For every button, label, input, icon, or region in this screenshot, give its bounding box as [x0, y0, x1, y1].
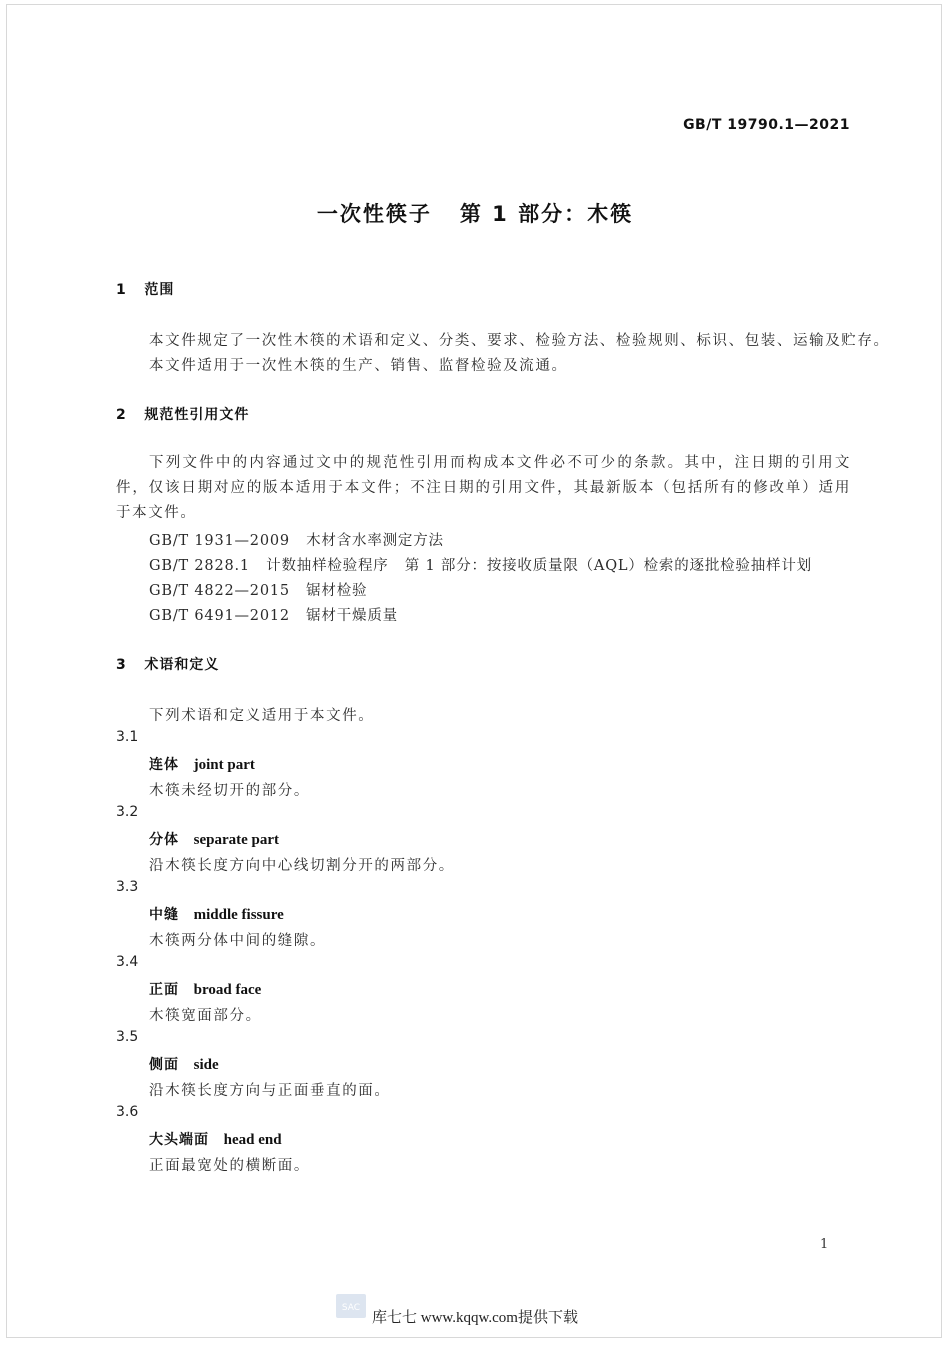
term-definition: 沿木筷长度方向与正面垂直的面。 [149, 1083, 391, 1099]
term-definition: 木筷宽面部分。 [149, 1008, 262, 1024]
term-en: side [193, 1057, 219, 1073]
term-entry [149, 979, 261, 999]
reference-line: GB/T 4822—2015 锯材检验 [149, 583, 368, 599]
clause-number: 3.2 [116, 804, 139, 820]
standard-code: GB/T 19790.1—2021 [683, 117, 850, 133]
term-entry [149, 1129, 282, 1149]
reference-line: GB/T 1931—2009 木材含水率测定方法 [149, 533, 444, 549]
section-heading-terms: 3 术语和定义 [116, 657, 220, 673]
term-cn: 大头端面 [149, 1132, 209, 1148]
document-title: 一次性筷子 第 1 部分：木筷 [316, 202, 634, 226]
term-en: separate part [193, 832, 280, 848]
footer-download-text[interactable]: 库七七 www.kqqw.com提供下载 [372, 1310, 578, 1326]
term-entry [149, 829, 279, 849]
term-definition: 沿木筷长度方向中心线切割分开的两部分。 [149, 858, 455, 874]
reference-line: GB/T 6491—2012 锯材干燥质量 [149, 608, 398, 624]
reference-line: GB/T 2828.1 计数抽样检验程序 第 1 部分：按接收质量限（AQL）检索的逐批检验抽样计划 [149, 558, 812, 574]
term-entry [149, 1054, 219, 1074]
term-definition: 正面最宽处的横断面。 [149, 1158, 310, 1174]
normative-refs-intro: 下列文件中的内容通过文中的规范性引用而构成本文件必不可少的条款。其中，注日期的引用文件，仅该日期对应的版本适用于本文件；不注日期的引用文件，其最新版本（包括所有的修改单）适用于本文件。 [116, 455, 851, 521]
section-heading-normative-refs: 2 规范性引用文件 [116, 407, 250, 423]
svg-text:SAC: SAC [341, 1303, 361, 1313]
term-cn: 连体 [149, 757, 179, 773]
clause-number: 3.3 [116, 879, 139, 895]
clause-number: 3.6 [116, 1104, 139, 1120]
clause-number: 3.5 [116, 1029, 139, 1045]
page-number: 1 [820, 1237, 829, 1252]
section-heading-scope: 1 范围 [116, 282, 175, 298]
term-cn: 中缝 [149, 907, 179, 923]
term-definition: 木筷未经切开的部分。 [149, 783, 310, 799]
term-entry [149, 754, 255, 774]
term-entry [149, 904, 284, 924]
term-definition: 木筷两分体中间的缝隙。 [149, 933, 327, 949]
term-en: broad face [193, 982, 262, 998]
term-en: head end [223, 1132, 282, 1148]
term-en: joint part [193, 757, 255, 773]
clause-number: 3.4 [116, 954, 139, 970]
scope-paragraph-1: 本文件规定了一次性木筷的术语和定义、分类、要求、检验方法、检验规则、标识、包装、运输及贮存。 [149, 333, 890, 349]
terms-intro: 下列术语和定义适用于本文件。 [149, 708, 375, 724]
footer [0, 1306, 950, 1327]
term-cn: 分体 [149, 832, 179, 848]
term-en: middle fissure [193, 907, 284, 923]
term-cn: 侧面 [149, 1057, 179, 1073]
term-cn: 正面 [149, 982, 179, 998]
clause-number: 3.1 [116, 729, 139, 745]
scope-paragraph-2: 本文件适用于一次性木筷的生产、销售、监督检验及流通。 [149, 358, 568, 374]
